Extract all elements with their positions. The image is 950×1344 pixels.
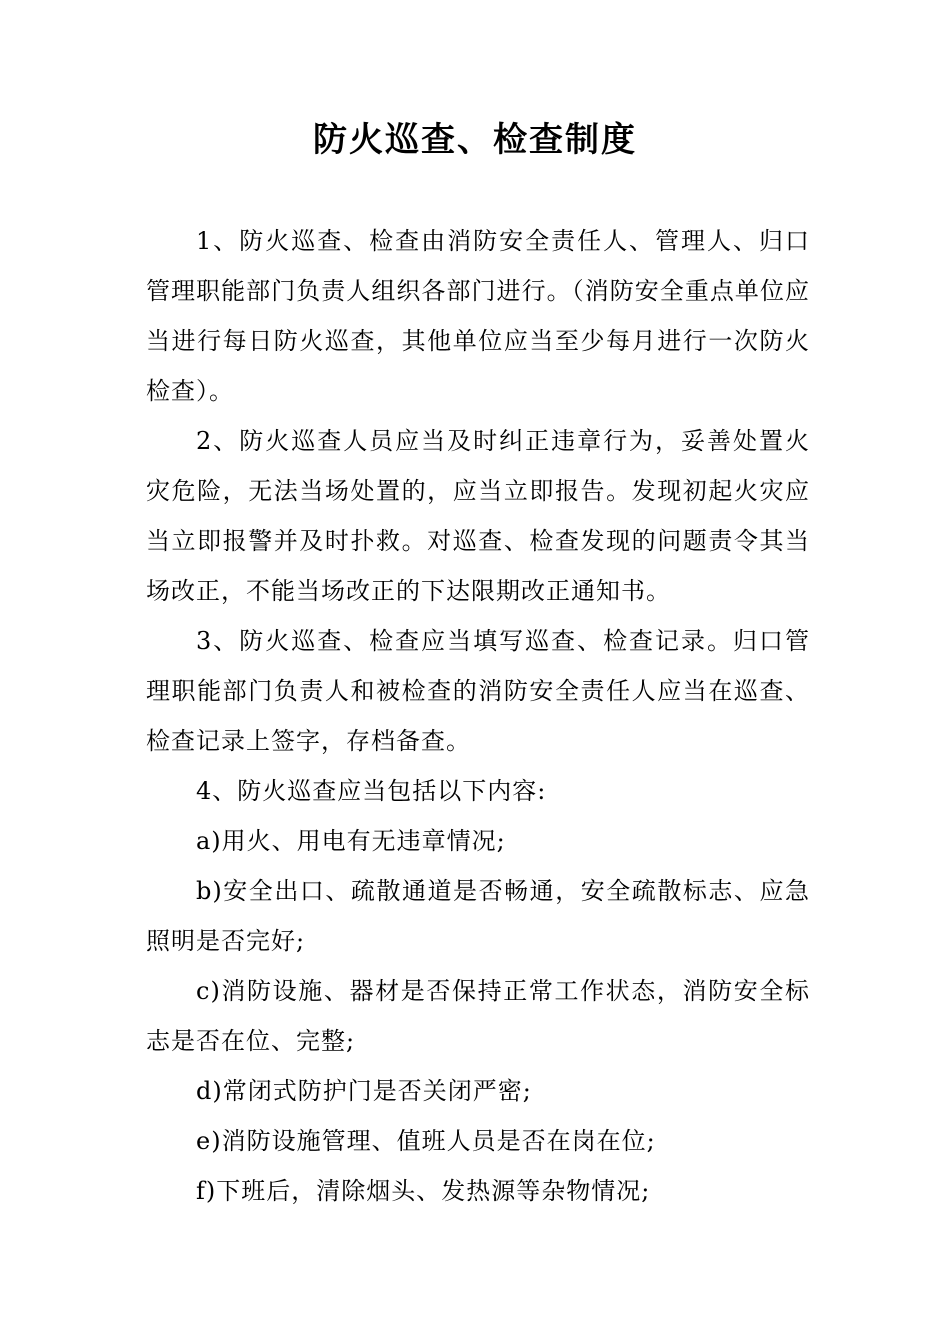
paragraph-4: 4、防火巡查应当包括以下内容: bbox=[196, 777, 547, 805]
list-item-d: d)常闭式防护门是否关闭严密; bbox=[196, 1077, 532, 1105]
list-item-a: a)用火、用电有无违章情况; bbox=[196, 827, 506, 855]
list-item-b: b)安全出口、疏散通道是否畅通，安全疏散标志、应急照明是否完好; bbox=[146, 877, 810, 955]
document-body bbox=[146, 216, 810, 1216]
paragraph-3: 3、防火巡查、检查应当填写巡查、检查记录。归口管理职能部门负责人和被检查的消防安全责任人应当在巡查、检查记录上签字，存档备查。 bbox=[146, 627, 810, 755]
paragraph-2: 2、防火巡查人员应当及时纠正违章行为，妥善处置火灾危险，无法当场处置的，应当立即报告。发现初起火灾应当立即报警并及时扑救。对巡查、检查发现的问题责令其当场改正，不能当场改正的下达限期改正通知书。 bbox=[146, 427, 810, 605]
paragraph-1: 1、防火巡查、检查由消防安全责任人、管理人、归口管理职能部门负责人组织各部门进行。（消防安全重点单位应当进行每日防火巡查，其他单位应当至少每月进行一次防火检查）。 bbox=[146, 227, 810, 405]
list-item-f: f)下班后，清除烟头、发热源等杂物情况; bbox=[196, 1177, 651, 1205]
list-item-c: c)消防设施、器材是否保持正常工作状态，消防安全标志是否在位、完整; bbox=[146, 977, 810, 1055]
list-item-e: e)消防设施管理、值班人员是否在岗在位; bbox=[196, 1127, 656, 1155]
page-title: 防火巡查、检查制度 bbox=[313, 120, 637, 160]
